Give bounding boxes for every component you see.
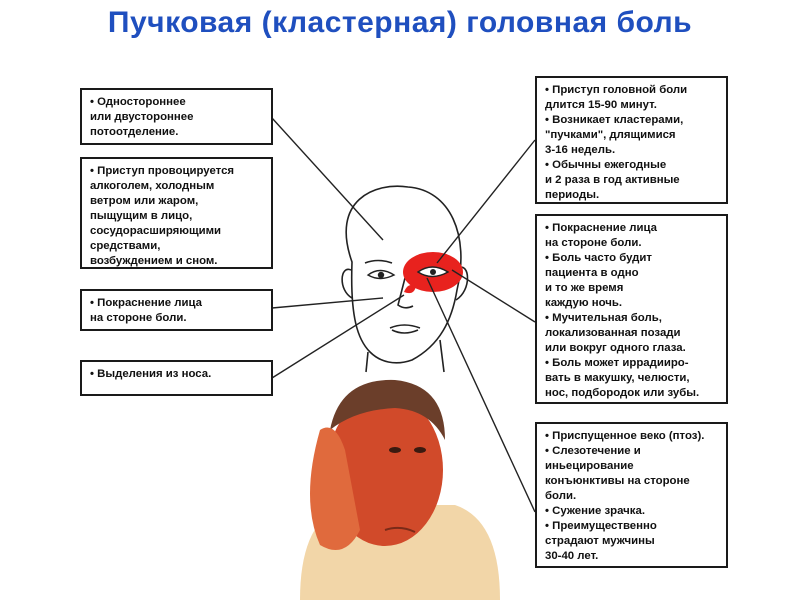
attack-box <box>535 76 728 204</box>
eye-line-2: • Слезотечение и <box>545 445 641 457</box>
eye-line-9: 30-40 лет. <box>545 550 599 562</box>
attack-line-2: длится 15-90 минут. <box>545 99 657 111</box>
page-title: Пучковая (кластерная) головная боль <box>107 6 693 39</box>
pain-line-4: пациента в одно <box>545 267 639 279</box>
eye-line-3: иньецирование <box>545 460 634 472</box>
attack-line-3: • Возникает кластерами, <box>545 114 684 126</box>
attack-line-6: • Обычны ежегодные <box>545 159 667 171</box>
attack-line-7: и 2 раза в год активные <box>545 174 680 186</box>
attack-line-1: • Приступ головной боли <box>545 84 688 96</box>
pain-box <box>535 214 728 404</box>
eye-line-7: • Преимущественно <box>545 520 657 532</box>
man-holding-head-illustration <box>300 380 500 600</box>
eye-line-5: боли. <box>545 490 577 502</box>
pain-line-2: на стороне боли. <box>545 237 642 249</box>
pain-line-6: каждую ночь. <box>545 297 623 309</box>
eye-line-4: конъюнктивы на стороне <box>545 475 690 487</box>
triggers-line-6: средствами, <box>90 240 161 252</box>
pain-line-3: • Боль часто будит <box>545 252 652 264</box>
triggers-box <box>80 157 273 269</box>
pain-line-1: • Покраснение лица <box>545 222 657 234</box>
redness-left-box <box>80 289 273 331</box>
nasal-line-1: • Выделения из носа. <box>90 368 212 380</box>
pain-line-8: локализованная позади <box>545 327 681 339</box>
pain-zone-eye <box>403 252 463 293</box>
sweating-line-1: • Одностороннее <box>90 96 186 108</box>
triggers-line-2: алкоголем, холодным <box>90 180 215 192</box>
pain-line-10: • Боль может иррадииро- <box>545 357 689 369</box>
pain-line-9: или вокруг одного глаза. <box>545 342 686 354</box>
eye-box <box>535 422 728 568</box>
redness-left-line-2: на стороне боли. <box>90 312 187 324</box>
triggers-line-3: ветром или жаром, <box>90 195 199 207</box>
attack-line-8: периоды. <box>545 189 600 201</box>
sweating-line-3: потоотделение. <box>90 126 179 138</box>
sweating-line-2: или двустороннее <box>90 111 194 123</box>
pain-line-12: нос, подбородок или зубы. <box>545 387 700 399</box>
eye-line-1: • Приспущенное веко (птоз). <box>545 430 705 442</box>
triggers-line-4: пыщущим в лицо, <box>90 210 193 222</box>
pain-line-11: вать в макушку, челюсти, <box>545 372 690 384</box>
triggers-line-1: • Приступ провоцируется <box>90 165 235 177</box>
triggers-line-5: сосудорасширяющими <box>90 225 222 237</box>
triggers-line-7: возбуждением и сном. <box>90 255 218 267</box>
redness-left-line-1: • Покраснение лица <box>90 297 202 309</box>
eye-line-8: страдают мужчины <box>545 535 655 547</box>
eye-line-6: • Сужение зрачка. <box>545 505 645 517</box>
attack-line-5: 3-16 недель. <box>545 144 616 156</box>
attack-line-4: "пучками", длящимися <box>545 129 676 141</box>
pain-line-5: и то же время <box>545 282 624 294</box>
nasal-box <box>80 360 273 396</box>
pain-line-7: • Мучительная боль, <box>545 312 662 324</box>
left-eye <box>368 271 394 279</box>
sweating-box <box>80 88 273 145</box>
